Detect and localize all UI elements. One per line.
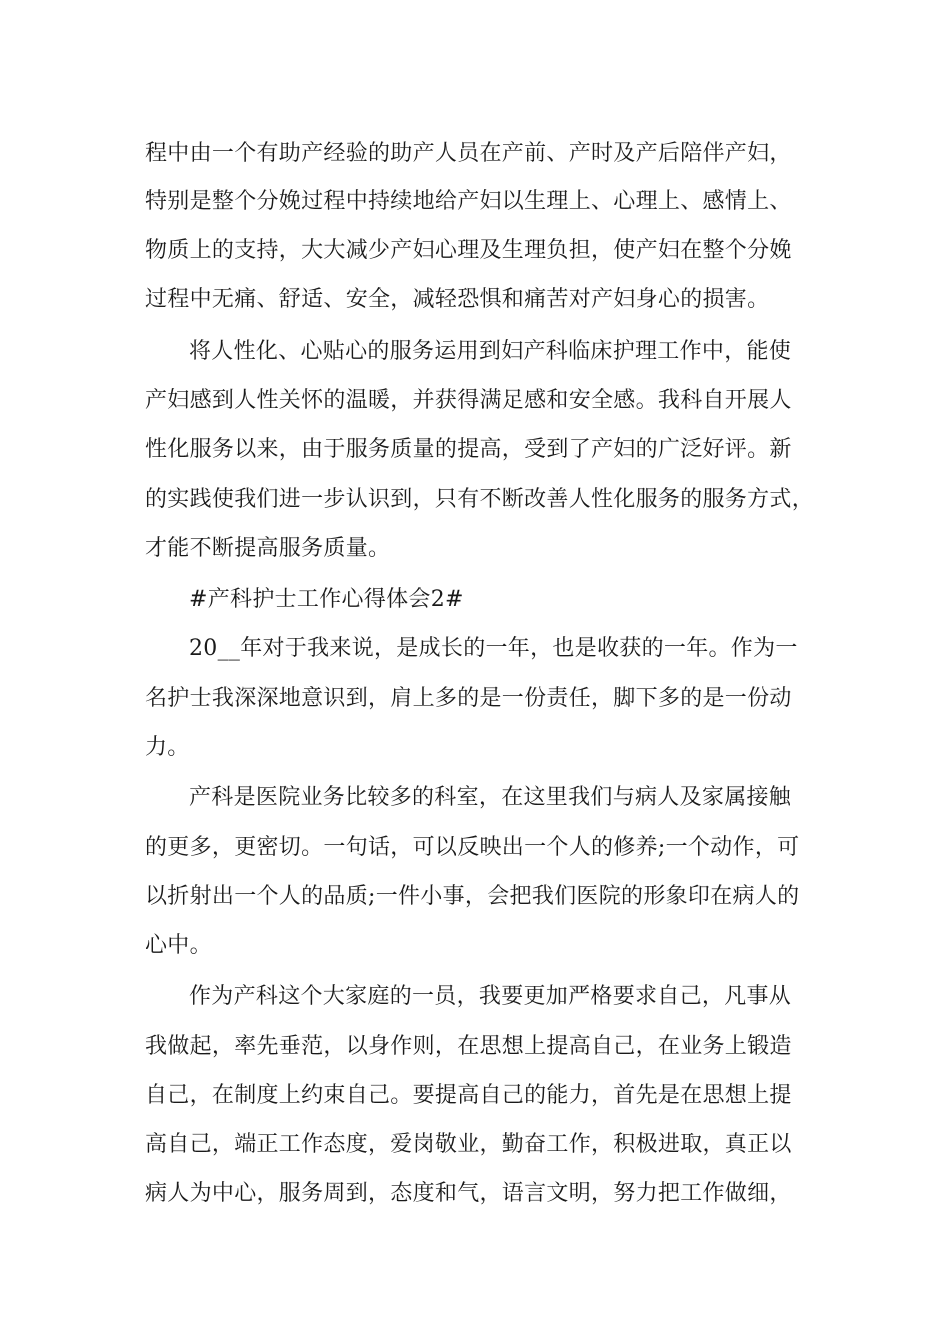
text-line: 名护士我深深地意识到，肩上多的是一份责任，脚下多的是一份动 bbox=[145, 686, 792, 711]
text-line: 特别是整个分娩过程中持续地给产妇以生理上、心理上、感情上、 bbox=[145, 189, 792, 214]
text-line: 病人为中心，服务周到，态度和气，语言文明，努力把工作做细， bbox=[145, 1181, 792, 1206]
text-line: 性化服务以来，由于服务质量的提高，受到了产妇的广泛好评。新 bbox=[145, 437, 792, 462]
text-line: 心中。 bbox=[145, 933, 212, 958]
text-line: 的更多，更密切。一句话，可以反映出一个人的修养;一个动作，可 bbox=[145, 835, 800, 860]
text-line: 力。 bbox=[145, 735, 190, 760]
paragraph-start-line: 将人性化、心贴心的服务运用到妇产科临床护理工作中，能使 bbox=[189, 339, 792, 364]
section-heading: #产科护士工作心得体会2# bbox=[189, 587, 464, 612]
text-line: 产妇感到人性关怀的温暖，并获得满足感和安全感。我科自开展人 bbox=[145, 388, 792, 413]
paragraph-start-line: 20__年对于我来说，是成长的一年，也是收获的一年。作为一 bbox=[189, 636, 798, 661]
text-line: 高自己，端正工作态度，爱岗敬业，勤奋工作，积极进取，真正以 bbox=[145, 1132, 792, 1157]
paragraph-start-line: 产科是医院业务比较多的科室，在这里我们与病人及家属接触 bbox=[189, 785, 792, 810]
text-line: 过程中无痛、舒适、安全，减轻恐惧和痛苦对产妇身心的损害。 bbox=[145, 287, 770, 312]
text-line: 的实践使我们进一步认识到，只有不断改善人性化服务的服务方式， bbox=[145, 487, 815, 512]
paragraph-start-line: 作为产科这个大家庭的一员，我要更加严格要求自己，凡事从 bbox=[189, 984, 792, 1009]
text-line: 我做起，率先垂范，以身作则，在思想上提高自己，在业务上锻造 bbox=[145, 1034, 792, 1059]
text-line: 自己，在制度上约束自己。要提高自己的能力，首先是在思想上提 bbox=[145, 1083, 792, 1108]
text-line: 程中由一个有助产经验的助产人员在产前、产时及产后陪伴产妇， bbox=[145, 141, 792, 166]
text-line: 物质上的支持，大大减少产妇心理及生理负担，使产妇在整个分娩 bbox=[145, 238, 792, 263]
text-line: 才能不断提高服务质量。 bbox=[145, 536, 391, 561]
text-line: 以折射出一个人的品质;一件小事，会把我们医院的形象印在病人的 bbox=[145, 884, 800, 909]
